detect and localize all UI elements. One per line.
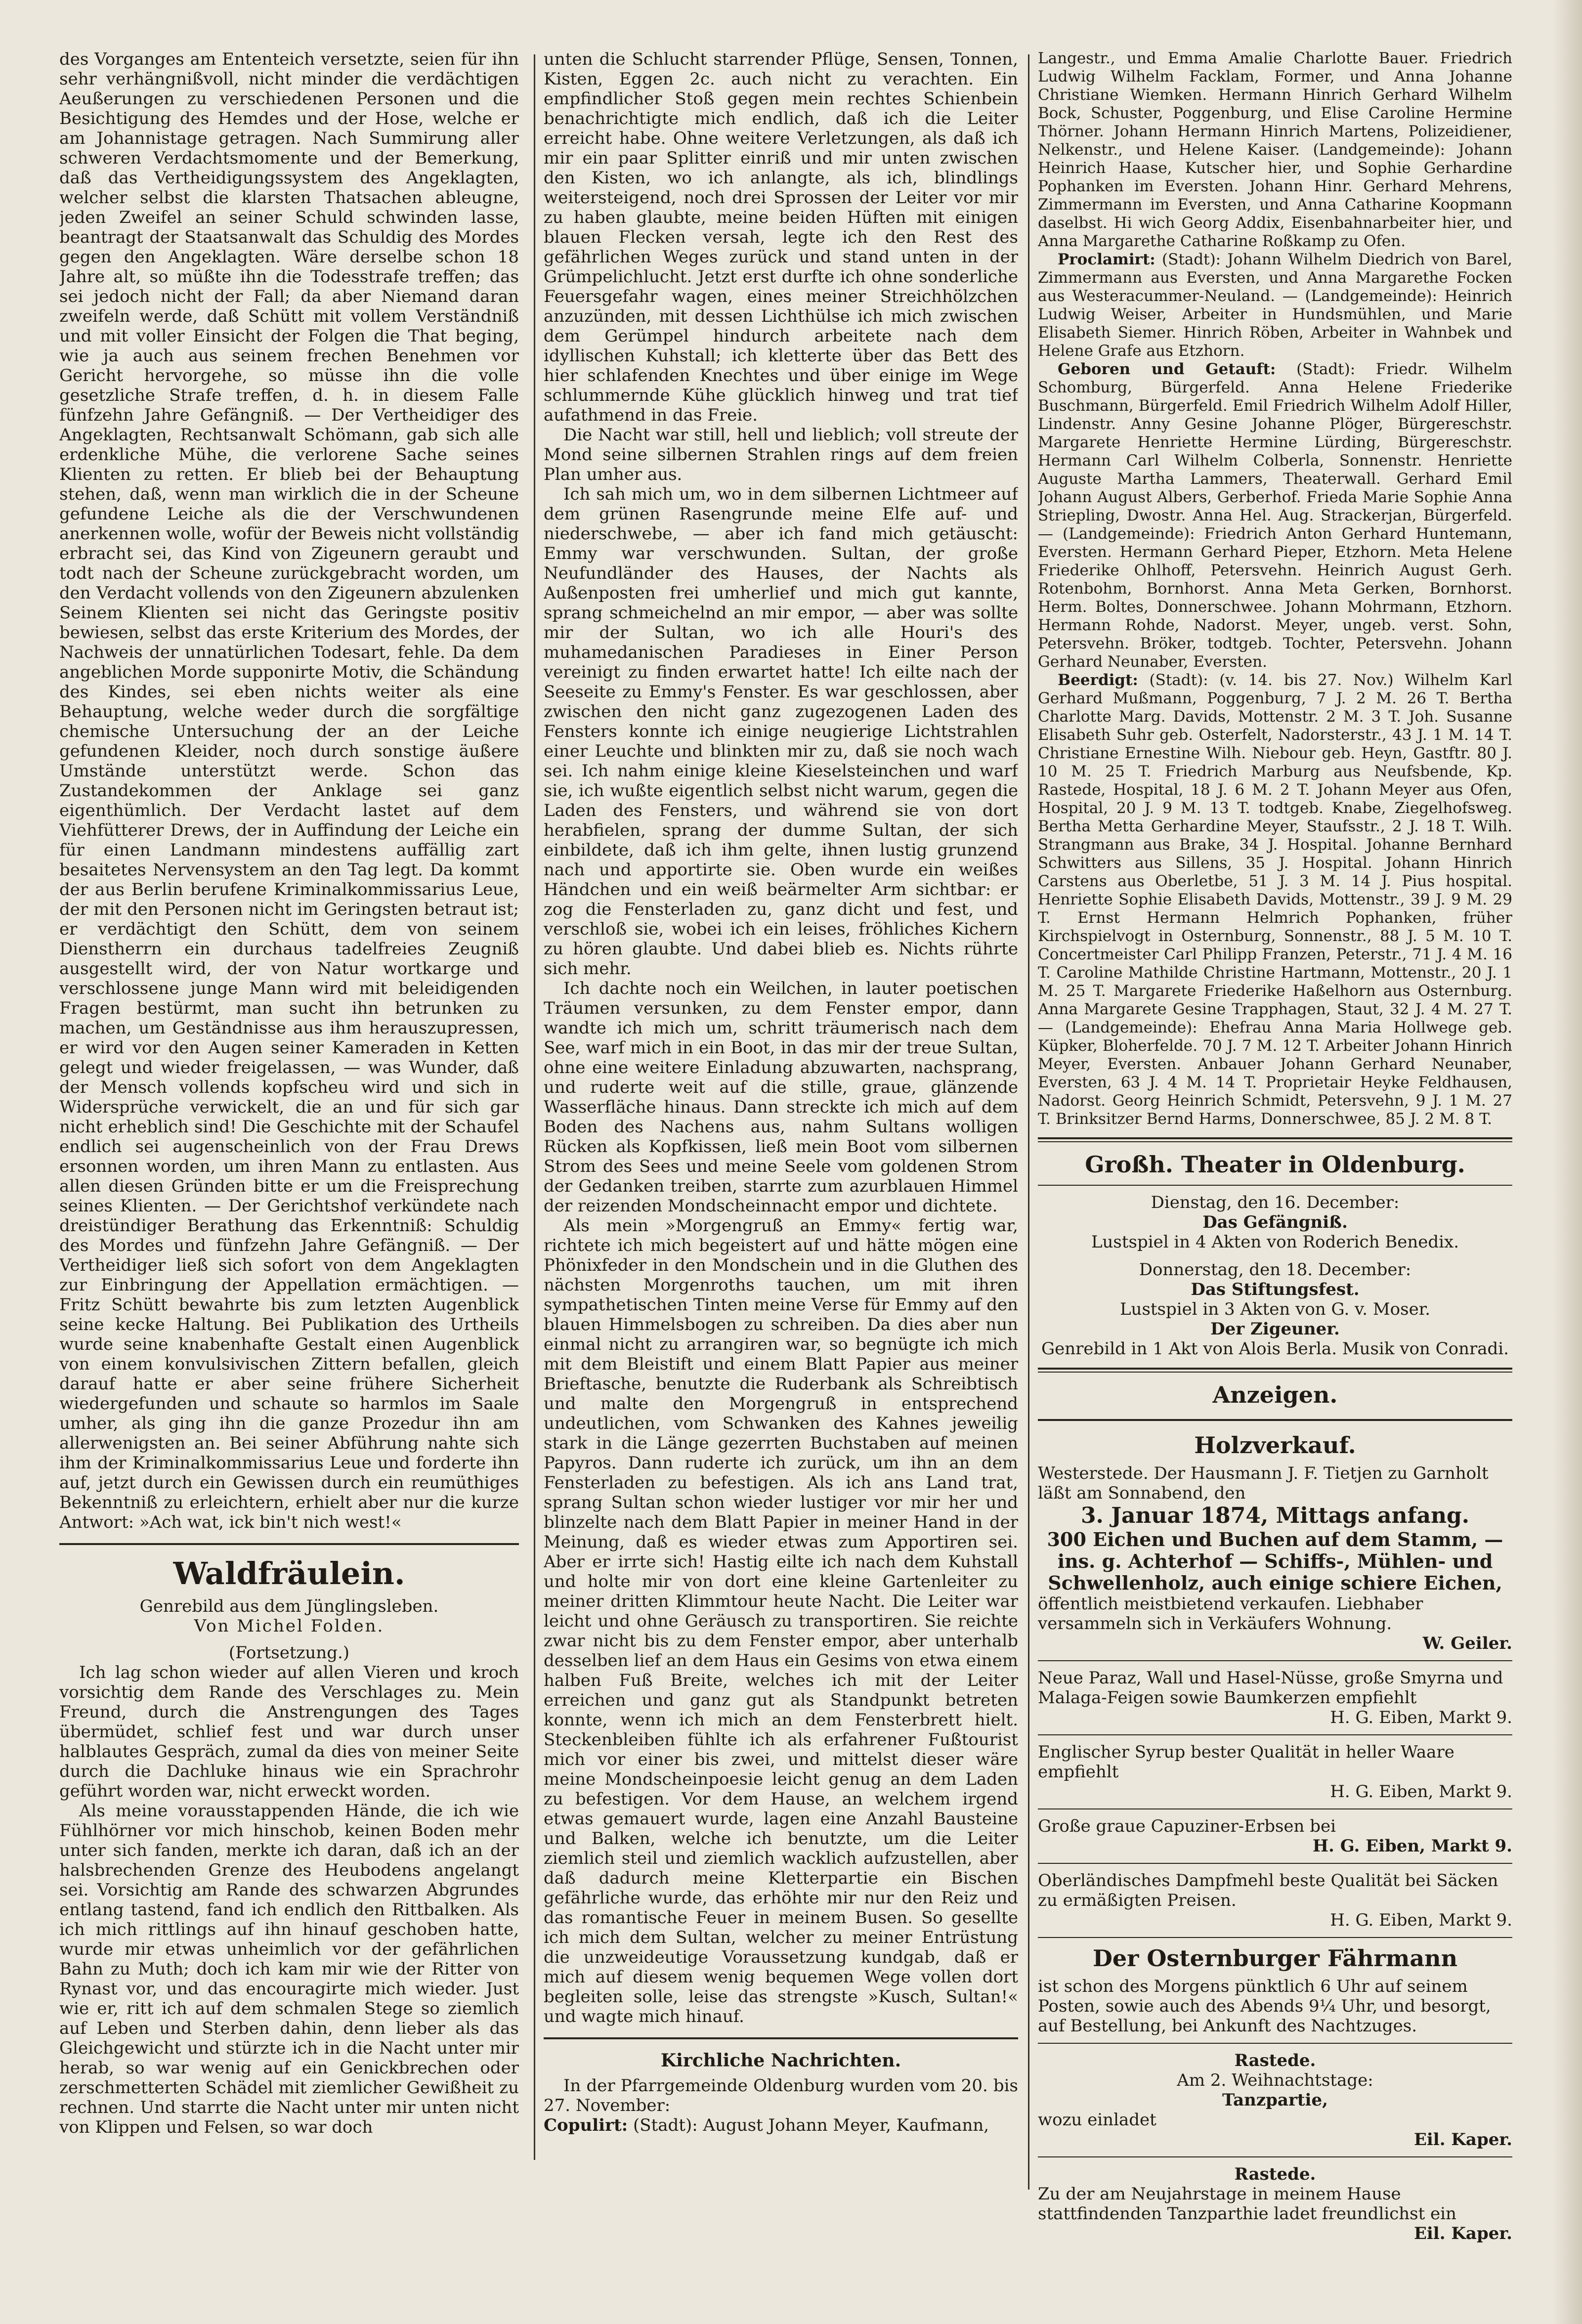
theater-event1-title: Das Gefängniß. [1202,1212,1348,1232]
theater-rule [1038,1185,1512,1186]
ad-flour-signature: H. G. Eiben, Markt 9. [1330,1910,1512,1930]
theater-event1-desc: Lustspiel in 4 Akten von Roderich Benedix. [1091,1232,1459,1252]
story-title: Waldfräulein. [173,1555,405,1592]
column-divider-2 [1028,54,1029,2190]
section-divider [59,1543,519,1545]
ad-peas: Große graue Capuziner-Erbsen bei [1038,1816,1336,1836]
story-paragraph: unten die Schlucht starrender Pflüge, Sensen, Tonnen, Kisten, Eggen 2c. auch nicht zu verachten. Ein empfindlicher Stoß gegen mein rechtes Schienbein benachrichtigte mich endlich, daß ich die Leiter erreicht habe. Ohne weitere Verletzungen, als daß ich mir ein paar Splitter einriß und mir unten zwischen den Kisten, wo ich anlangte, als ich, blindlings weitersteigend, noch drei Sprossen der Leiter vor mir zu haben glaubte, meine beiden Hüften mit einigen blauen Flecken versah, legte ich den Rest des gefährlichen Weges zurück und stand unten in der Grümpelichlucht. Jetzt erst durfte ich ohne sonderliche Feuersgefahr wagen, eines meiner Streichhölzchen anzuzünden, mit dessen Lichthülse ich mich zwischen dem Gerümpel hindurch arbeitete nach dem idyllischen Kuhstall; ich kletterte über das Bett des hier schlafenden Knechtes und über einige im Wege schlummernde Kühe glücklich hinweg und trat tief aufathmend in das Freie. [544,49,1018,425]
ad-peas-signature: H. G. Eiben, Markt 9. [1312,1836,1512,1856]
copulirt-continued: Langestr., und Emma Amalie Charlotte Bauer. Friedrich Ludwig Wilhelm Facklam, Former, und Anna Johanne Christiane Wiemken. Hermann Hinrich Gerhard Wilhelm Bock, Schuster, Poggenburg, und Elise Caroline Hermine Thörner. Johann Hermann Hinrich Martens, Polizeidiener, Nelkenstr., und Helene Kaiser. (Landgemeinde): Johann Heinrich Haase, Kutscher hier, und Sophie Gerhardine Pophanken im Eversten. Johann Hinr. Gerhard Mehrens, Zimmermann im Eversten, und Anna Catharine Koopmann daselbst. Hi wich Georg Addix, Eisenbahnarbeiter hier, und Anna Margarethe Catharine Roßkamp zu Ofen. [1038,49,1512,250]
rastede2-signature: Eil. Kaper. [1413,2224,1512,2243]
geboren-label: Geboren und Getauft: [1058,360,1276,378]
ad-divider [1038,1937,1512,1938]
column-right [1038,49,1512,2243]
ad-flour: Oberländisches Dampfmehl beste Qualität bei Säcken zu ermäßigten Preisen. [1038,1871,1498,1910]
rastede2-place: Rastede. [1234,2164,1316,2184]
ads-rule [1038,1419,1512,1421]
story-subtitle: Genrebild aus dem Jünglingsleben. [139,1596,439,1616]
proclamirt-label: Proclamirt: [1058,251,1155,268]
proclamirt-text: (Stadt): Johann Wilhelm Diedrich von Barel, Zimmermann aus Eversten, und Anna Margarethe Focken aus Westeracummer-Neuland. — (Landgemeinde): Heinrich Ludwig Weiser, Arbeiter in Hundsmühlen, und Marie Elisabeth Siemer. Hinrich Röben, Arbeiter in Wahnbek und Helene Grafe aus Etzhorn. [1038,251,1512,360]
church-news-intro: In der Pfarrgemeinde Oldenburg wurden vom 20. bis 27. November: [544,2076,1018,2115]
rastede1-signature: Eil. Kaper. [1413,2130,1512,2150]
theater-event1-date: Dienstag, den 16. December: [1151,1193,1400,1212]
rastede1-line: Am 2. Weihnachtstage: [1177,2070,1373,2090]
holz-outro: öffentlich meistbietend verkaufen. Liebhaber versammeln sich in Verkäufers Wohnung. [1038,1594,1423,1634]
geboren-text: (Stadt): Friedr. Wilhelm Schomburg, Bürgerfeld. Anna Helene Friederike Buschmann, Bürgerfeld. Emil Friedrich Wilhelm Adolf Hiller, Lindenstr. Anny Gesine Johanne Plöger, Bürgereschstr. Margarete Henriette Hermine Lürding, Bürgereschstr. Hermann Carl Wilhelm Colberla, Sonnenstr. Henriette Auguste Martha Lammers, Theaterwall. Gerhard Emil Johann August Albers, Gerberhof. Frieda Marie Sophie Anna Striepling, Dwostr. Anna Hel. Aug. Strackerjan, Bürgerfeld. — (Landgemeinde): Friedrich Anton Gerhard Huntemann, Eversten. Hermann Gerhard Pieper, Etzhorn. Meta Helene Friederike Ohlhoff, Petersvehn. Heinrich August Gerh. Rotenbohm, Bornhorst. Anna Meta Gerken, Bornhorst. Herm. Boltes, Donnerschwee. Johann Mohrmann, Etzhorn. Hermann Rohde, Nadorst. Meyer, ungeb. verst. Sohn, Petersvehn. Bröker, todtgeb. Tochter, Petersvehn. Johann Gerhard Neunaber, Eversten. [1038,360,1512,671]
theater-bottom-rule [1038,1368,1512,1373]
theater-event3-title: Der Zigeuner. [1210,1319,1340,1339]
column-middle [544,49,1018,2135]
beerdigt-entry [1038,671,1512,1128]
holz-items: 300 Eichen und Buchen auf dem Stamm, — ins. g. Achterhof — Schiffs-, Mühlen- und Schwellenholz, auch einige schiere Eichen, [1047,1528,1503,1594]
holz-signature: W. Geiler. [1422,1634,1512,1653]
copulirt-label: Copulirt: [544,2115,628,2135]
proclamirt-entry [1038,251,1512,360]
rastede1-invite: wozu einladet [1038,2110,1156,2130]
story-paragraph: Als meine vorausstappenden Hände, die ich wie Fühlhörner vor mich hinschob, keinen Boden mehr unter sich fanden, merkte ich daran, daß ich an der halsbrechenden Grenze des Heubodens angelangt sei. Vorsichtig am Rande des schwarzen Abgrundes entlang tastend, fand ich endlich den Rittbalken. Als ich mich rittlings auf ihn hinauf geschoben hatte, wurde mir etwas unheimlich vor der gefährlichen Bahn zu Muth; doch ich kam mir wie der Ritter von Rynast vor, und das encouragirte mich wieder. Just wie er, ritt ich auf dem schmalen Stege so ziemlich auf Leben und Sterben dahin, denn lieber als das Gleichgewicht und stürzte ich in die Nacht unter mir herab, so war wenig auf ein Genickbrechen oder zerschmetterten Schädel mit ziemlicher Gewißheit zu rechnen. Und starrte die Nacht unter mir unten nicht von Klippen und Felsen, so war doch [59,1801,519,2137]
rastede2-text: Zu der am Neujahrstage in meinem Hause stattfindenden Tanzparthie ladet freundlichst ein [1038,2184,1456,2224]
column-divider-1 [534,54,535,2160]
theater-event3-desc: Genrebild in 1 Akt von Alois Berla. Musik von Conradi. [1041,1339,1509,1359]
beerdigt-text: (Stadt): (v. 14. bis 27. Nov.) Wilhelm Karl Gerhard Mußmann, Poggenburg, 7 J. 2 M. 26 T. Bertha Charlotte Marg. Davids, Mottenstr. 2 M. 3 T. Joh. Susanne Elisabeth Suhr geb. Osterfelt, Nadorsterstr., 43 J. 1 M. 14 T. Christiane Ernestine Wilh. Niebour geb. Heyn, Gastftr. 80 J. 10 M. 25 T. Friedrich Marburg aus Neufsbende, Kp. Rastede, Hospital, 18 J. 6 M. 2 T. Johann Meyer aus Ofen, Hospital, 20 J. 9 M. 13 T. todtgeb. Knabe, Ziegelhofsweg. Bertha Metta Gerhardine Meyer, Staufsstr., 2 J. 18 T. Wilh. Strangmann aus Brake, 34 J. Hospital. Johanne Bernhard Schwitters aus Sillens, 35 J. Hospital. Johann Hinrich Carstens aus Oberletbe, 51 J. 3 M. 14 J. Pius hospital. Henriette Sophie Elisabeth Davids, Mottenstr., 39 J. 9 M. 29 T. Ernst Hermann Helmrich Pophanken, früher Kirchspielvogt in Osternburg, Sonnenstr., 88 J. 5 M. 10 T. Concertmeister Carl Philipp Franzen, Peterstr., 71 J. 4 M. 16 T. Caroline Mathilde Christine Hartmann, Mottenstr., 20 J. 1 M. 25 T. Margarete Friederike Haßelhorn aus Osternburg. Anna Margarete Gesine Trapphagen, Staut, 32 J. 4 M. 27 T. — (Landgemeinde): Ehefrau Anna Maria Hollwege geb. Küpker, Bloherfelde. 70 J. 7 M. 12 T. Arbeiter Johann Hinrich Meyer, Eversten. Anbauer Johann Gerhard Neunaber, Eversten, 63 J. 4 M. 14 T. Proprietair Heyke Feldhausen, Nadorst. Georg Heinrich Schmidt, Petersvehn, 9 J. 1 M. 27 T. Brinksitzer Bernd Harms, Donnerschwee, 85 J. 2 M. 8 T. [1038,671,1512,1128]
column-left [59,49,519,2137]
theater-top-rule [1038,1137,1512,1142]
story-paragraph: Als mein »Morgengruß an Emmy« fertig war, richtete ich mich begeistert auf und hätte mögen eine Phönixfeder in den Mondschein und in die Gluthen des nächsten Morgenroths tauchen, um mit ihren sympathetischen Tinten meine Verse für Emmy auf den blauen Himmelsbogen zu schreiben. Da dies aber nun einmal nicht zu arrangiren war, so begnügte ich mich mit dem Bleistift und einem Blatt Papier aus meiner Brieftasche, benutzte die Ruderbank als Schreibtisch und malte den Morgengruß in entsprechend undeutlichen, vom Schwanken des Kahnes jeweilig stark in die Länge gezerrten Buchstaben auf meinen Papyros. Dann ruderte ich zurück, um ihn an dem Fensterladen zu befestigen. Als ich ans Land trat, sprang Sultan schon wieder lustiger vor mir her und blinzelte nach dem Blatt Papier in meiner Hand in der Meinung, daß es wieder etwas zum Apportiren sei. Aber er irrte sich! Hastig eilte ich nach dem Kuhstall und holte mir von dort eine kleine Gartenleiter zu meiner dritten Klimmtour heute Nacht. Die Leiter war leicht und ohne Geräusch zu transportiren. Sie reichte zwar nicht bis zu dem Fenster empor, aber unterhalb desselben lief an dem Haus ein Gesims von etwa einem halben Fuß Breite, welches ich mit der Leiter erreichen und ganz gut als Standpunkt betreten konnte, wenn ich mich an dem Fensterbrett hielt. Steckenbleiben fühlte ich als erfahrener Fußtourist mich vor einer bis zwei, und mittelst dieser wäre meine Mondscheinpoesie leicht genug an dem Laden zu befestigen. Vor dem Hause, an welchem irgend etwas gemauert wurde, lagen eine Anzahl Bausteine und Balken, welche ich benutzte, um die Leiter ziemlich steil und ziemlich wacklich aufzustellen, aber daß dadurch meine Kletterpartie ein Bischen gefährliche wurde, das erhöhte mir nur den Reiz und das romantische Feuer in meinem Busen. So gesellte ich mich dem Sultan, welcher zu meiner Entrüstung die unzweideutige Voraussetzung kundgab, daß er mich auf diesem wenig bequemen Wege vollen dort begleiten solle, leise das strengste »Kusch, Sultan!« und wagte mich hinauf. [544,1216,1018,2026]
story-continuation-note: (Fortsetzung.) [228,1643,350,1663]
holz-title: Holzverkauf. [1194,1432,1356,1459]
beerdigt-label: Beerdigt: [1058,671,1138,689]
ad-divider [1038,1734,1512,1735]
theater-title: Großh. Theater in Oldenburg. [1085,1151,1465,1178]
copulirt-entry [544,2115,1018,2135]
ad-divider [1038,2156,1512,2157]
rastede1-place: Rastede. [1234,2051,1316,2070]
ad-divider [1038,2043,1512,2044]
ad-syrup: Englischer Syrup bester Qualität in heller Waare empfiehlt [1038,1742,1454,1782]
ad-nuts-signature: H. G. Eiben, Markt 9. [1330,1708,1512,1727]
ad-divider [1038,1863,1512,1864]
ads-heading: Anzeigen. [1212,1381,1338,1408]
ad-divider [1038,1808,1512,1809]
copulirt-text: (Stadt): August Johann Meyer, Kaufmann, [633,2115,989,2135]
ad-syrup-signature: H. G. Eiben, Markt 9. [1330,1782,1512,1802]
theater-event2-desc: Lustspiel in 3 Akten von G. v. Moser. [1119,1299,1431,1319]
story-paragraph: Ich sah mich um, wo in dem silbernen Lichtmeer auf dem grünen Rasengrunde meine Elfe auf- und niederschwebe, — aber ich fand mich getäuscht: Emmy war verschwunden. Sultan, der große Neufundländer des Hauses, der Nachts als Außenposten frei umherlief und mich gut kannte, sprang schmeichelnd an mir empor, — aber was sollte mir der Sultan, wo ich alle Houri's des muhamedanischen Paradieses in Einer Person vereinigt zu finden erwartet hatte! Ich eilte nach der Seeseite zu Emmy's Fenster. Es war geschlossen, aber zwischen den nicht ganz zugezogenen Laden des Fensters konnte ich einige neugierige Lichtstrahlen einer Leuchte und blinkten mir zu, daß sie noch wach sei. Ich nahm einige kleine Kieselsteinchen und warf sie, ich wußte eigentlich selbst nicht warum, gegen die Laden des Fensters, und während sie von dort herabfielen, sprang der dumme Sultan, der sich einbildete, daß ich ihm gelte, ihnen lustig grunzend nach und apportirte sie. Oben wurde ein weißes Händchen und ein weiß beärmelter Arm sichtbar: er zog die Fensterladen zu, ganz dicht und fest, und verschloß sie, wobei ich ein leises, fröhliches Kichern zu hören glaubte. Und dabei blieb es. Nichts rührte sich mehr. [544,484,1018,979]
holz-intro: Westerstede. Der Hausmann J. F. Tietjen zu Garnholt läßt am Sonnabend, den [1038,1463,1489,1503]
section-divider [544,2037,1018,2039]
story-paragraph: Ich dachte noch ein Weilchen, in lauter poetischen Träumen versunken, zu dem Fenster empor, dann wandte ich mich um, schritt träumerisch nach dem See, warf mich in ein Boot, in das mir der treue Sultan, ohne eine weitere Einladung abzuwarten, nachsprang, und ruderte weit auf die stille, graue, glänzende Wasserfläche hinaus. Dann streckte ich mich auf dem Boden des Nachens aus, nahm Sultans wolligen Rücken als Kopfkissen, ließ mein Boot vom silbernen Strom des Sees und meine Seele vom goldenen Strom der Gedanken treiben, starrte zum azurblauen Himmel der reizenden Mondscheinnacht empor und dichtete. [544,979,1018,1216]
theater-event2-title: Das Stiftungsfest. [1191,1280,1360,1299]
ad-nuts: Neue Paraz, Wall und Hasel-Nüsse, große Smyrna und Malaga-Feigen sowie Baumkerzen empfiehlt [1038,1668,1503,1708]
story-paragraph: Die Nacht war still, hell und lieblich; voll streute der Mond seine silbernen Strahlen rings auf dem freien Plan umher aus. [544,425,1018,484]
rastede1-event: Tanzpartie, [1222,2090,1328,2110]
ferry-text: ist schon des Morgens pünktlich 6 Uhr auf seinem Posten, sowie auch des Abends 9¼ Uhr, und besorgt, auf Bestellung, bei Ankunft des Nachtzuges. [1038,1977,1491,2036]
holz-date: 3. Januar 1874, Mittags anfang. [1080,1503,1470,1528]
ad-divider [1038,1660,1512,1661]
geboren-entry [1038,360,1512,671]
church-news-title: Kirchliche Nachrichten. [660,2050,901,2071]
theater-event2-date: Donnerstag, den 18. December: [1139,1260,1411,1280]
ferry-title: Der Osternburger Fährmann [1092,1945,1458,1972]
page-edge-shadow [1552,0,1582,2324]
story-paragraph: Ich lag schon wieder auf allen Vieren und kroch vorsichtig dem Rande des Verschlages zu. Mein Freund, durch die Anstrengungen des Tages übermüdet, schlief fest und war durch unser halblautes Gespräch, zumal da dies von meiner Seite durch die Dachluke hinaus wie ein Sprachrohr geführt worden war, nicht erweckt worden. [59,1663,519,1801]
trial-report-text: des Vorganges am Ententeich versetzte, seien für ihn sehr verhängnißvoll, nicht minder die verdächtigen Aeußerungen zu verschiedenen Personen und die Besichtigung des Hemdes und der Hose, welche er am Johannistage getragen. Nach Summirung aller schweren Verdachtsmomente und der Bemerkung, daß das Vertheidigungssystem des Angeklagten, welcher selbst die klarsten Thatsachen ableugne, jeden Zweifel an seiner Schuld schwinden lasse, beantragt der Staatsanwalt das Schuldig des Mordes gegen den Angeklagten. Wäre derselbe schon 18 Jahre alt, so müßte ihn die Todesstrafe treffen; das sei jedoch nicht der Fall; da aber Niemand daran zweifeln werde, daß Schütt mit vollem Verständniß und mit voller Einsicht der Folgen die That beging, wie ja auch aus seinem frechen Benehmen vor Gericht hervorgehe, so müsse ihn die volle gesetzliche Strafe treffen, d. h. in diesem Falle fünfzehn Jahre Gefängniß. — Der Vertheidiger des Angeklagten, Rechtsanwalt Schömann, gab sich alle erdenkliche Mühe, die verlorene Sache seines Klienten zu retten. Er blieb bei der Behauptung stehen, daß, wenn man wirklich die in der Scheune gefundene Leiche als die der Verschwundenen anerkennen wolle, wofür der Beweis nicht vollständig erbracht sei, das Kind von Zigeunern geraubt und todt nach der Scheune zurückgebracht worden, um den Verdacht vollends von den Zigeunern abzulenken Seinem Klienten sei nicht das Geringste positiv bewiesen, selbst das erste Kriterium des Mordes, der Nachweis der unnatürlichen Todesart, fehle. Da dem angeblichen Morde supponirte Motiv, die Schändung des Kindes, sei eben nichts weiter als eine Behauptung, welche weder durch die sorgfältige chemische Untersuchung der an der Leiche gefundenen Kleider, noch durch sonstige äußere Umstände unterstützt werde. Schon das Zustandekommen der Anklage sei ganz eigenthümlich. Der Verdacht lastet auf dem Viehfütterer Drews, der in Auffindung der Leiche ein für einen Landmann mindestens auffällig zart besaitetes Nervensystem an den Tag legt. Da kommt der aus Berlin berufene Kriminalkommissarius Leue, der mit den Personen nicht im Geringsten betraut ist; er verdächtigt den Schütt, dem von seinem Dienstherrn ein durchaus tadelfreies Zeugniß ausgestellt wird, der von Natur wortkarge und verschlossene junge Mann wird mit beleidigenden Fragen bestürmt, man sucht ihn betrunken zu machen, um Geständnisse aus ihm herauszupressen, er wird vor den Augen seiner Kameraden in Ketten gelegt und wieder freigelassen, — was Wunder, daß der Mensch vollends kopfscheu wird und sich in Widersprüche verwickelt, die an und für sich gar nicht erheblich sind! Die Geschichte mit der Schaufel endlich sei augenscheinlich von der Frau Drews ersonnen worden, um ihren Mann zu entlasten. Aus allen diesen Gründen bitte er um die Freisprechung seines Klienten. — Der Gerichtshof verkündete nach dreistündiger Berathung das Erkenntniß: Schuldig des Mordes und fünfzehn Jahre Gefängniß. — Der Vertheidiger ließ sich sofort von dem Angeklagten zur Einbringung der Appellation ermächtigen. — Fritz Schütt bewahrte bis zum letzten Augenblick seine kecke Haltung. Bei Publikation des Urtheils wurde seine knabenhafte Gestalt einen Augenblick von einem konvulsivischen Zittern befallen, gleich darauf hatte er aber seine frühere Sicherheit wiedergefunden und schaute so harmlos im Saale umher, als ging ihn die ganze Prozedur ihn am allerwenigsten an. Bei seiner Abführung nahte sich ihm der Kriminalkommissarius Leue und forderte ihn auf, jetzt durch ein Gewissen durch ein reumüthiges Bekenntniß zu erleichtern, erhielt aber nur die kurze Antwort: »Ach wat, ick bin't nich west!« [59,49,519,1532]
story-author: Von Michel Folden. [194,1616,385,1636]
